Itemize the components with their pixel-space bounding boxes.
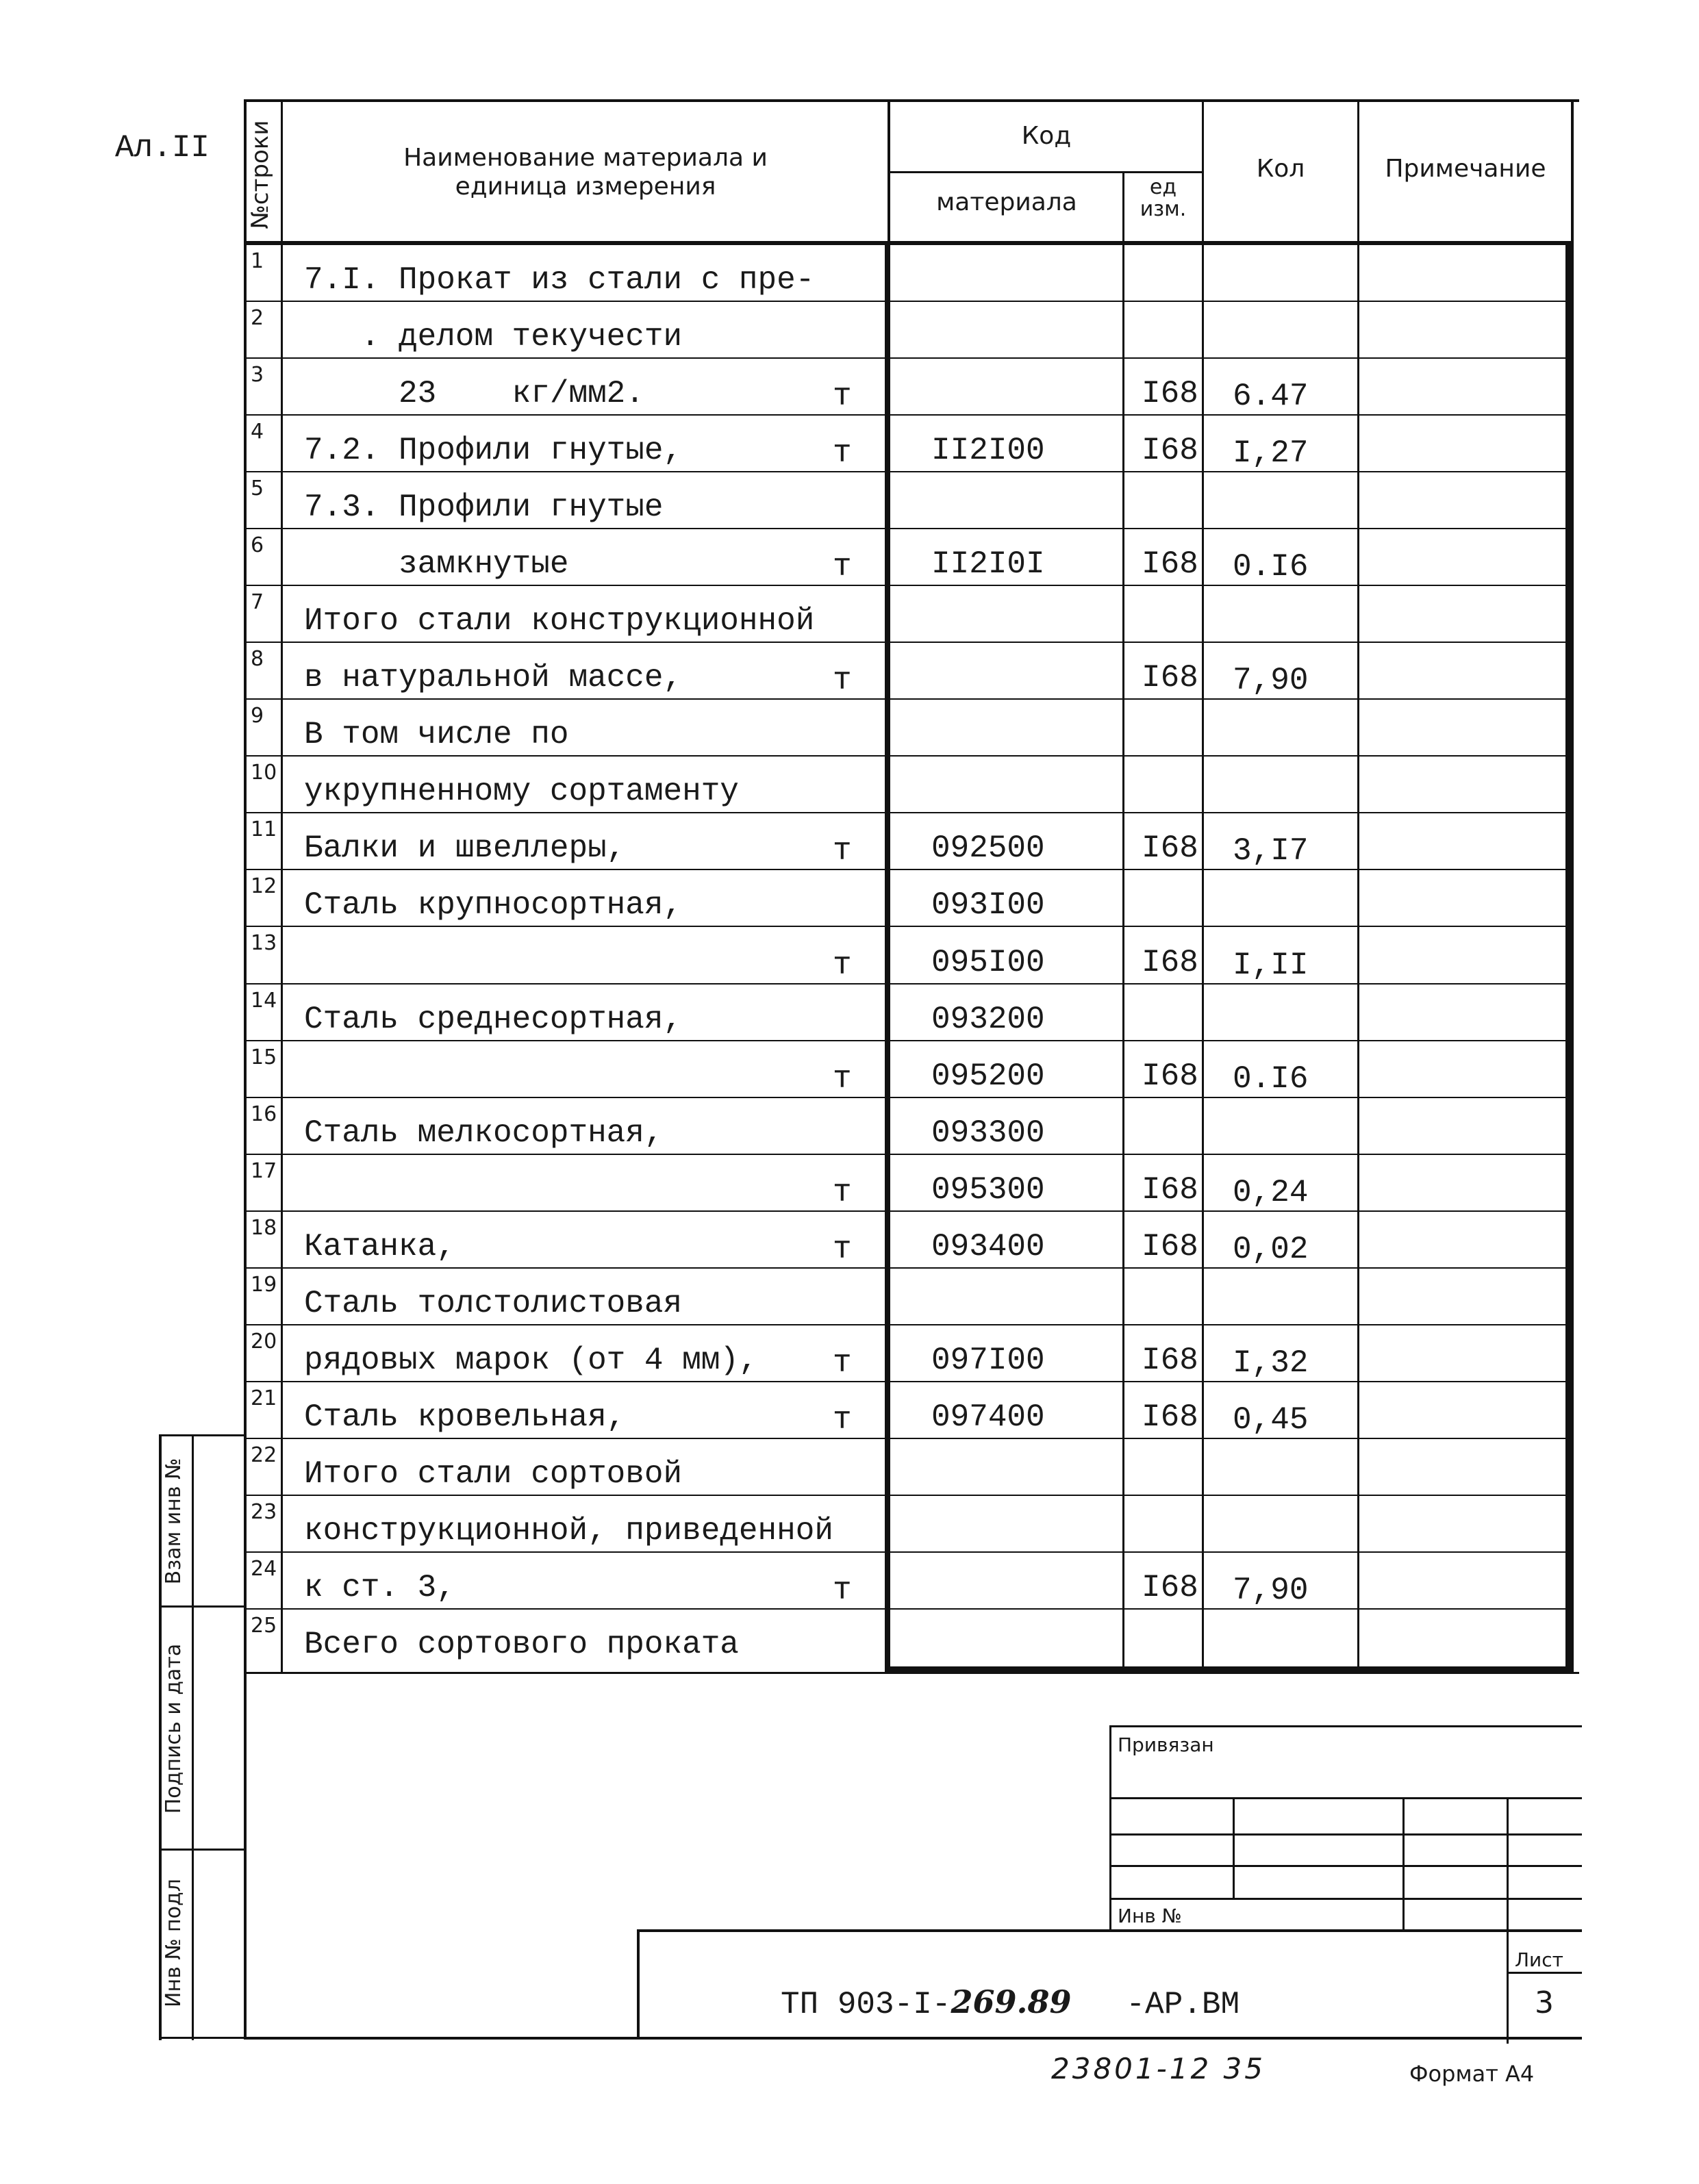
row-unit: т xyxy=(833,1174,852,1210)
row-number: 25 xyxy=(251,1613,277,1638)
row-number: 7 xyxy=(251,590,264,615)
row-code: 097I00 xyxy=(931,1342,1045,1378)
row-unit: т xyxy=(833,663,852,699)
row-name: Сталь мелкосортная, xyxy=(304,1115,664,1151)
row-unit: т xyxy=(833,1061,852,1097)
sheet-mark: Ал.II xyxy=(115,130,210,166)
row-separator xyxy=(247,585,1571,586)
row-number: 12 xyxy=(251,874,277,899)
row-number: 9 xyxy=(251,704,264,728)
stamp-vzam: Взам инв № xyxy=(162,1458,186,1585)
row-unit: т xyxy=(833,833,852,869)
row-uom: I68 xyxy=(1142,1342,1198,1378)
row-name: Итого стали сортовой xyxy=(304,1456,683,1492)
data-frame-bottom xyxy=(885,1666,1571,1672)
row-separator xyxy=(247,983,1571,985)
row-number: 8 xyxy=(251,647,264,672)
row-unit: т xyxy=(833,1345,852,1381)
archive-number: 23801-12 35 xyxy=(1051,2052,1266,2085)
row-uom: I68 xyxy=(1142,546,1198,583)
doc-code-prefix: ТП 903-I- xyxy=(781,1987,951,2022)
row-number: 2 xyxy=(251,306,264,331)
row-code: 093I00 xyxy=(931,887,1045,924)
row-name: В том числе по xyxy=(304,717,569,753)
row-code: 095I00 xyxy=(931,944,1045,980)
row-separator xyxy=(247,812,1571,813)
row-name: Сталь толстолистовая xyxy=(304,1285,683,1321)
data-frame-right xyxy=(1565,241,1571,1672)
row-uom: I68 xyxy=(1142,830,1198,867)
row-code: 095200 xyxy=(931,1058,1045,1094)
tb-left xyxy=(1109,1725,1111,1931)
row-number: 19 xyxy=(251,1272,277,1297)
tb-list-label: Лист xyxy=(1515,1948,1563,1971)
row-separator xyxy=(247,1267,1571,1269)
row-name: замкнутые xyxy=(304,546,569,583)
tb-list-no: 3 xyxy=(1535,1985,1554,2020)
row-qty: I,27 xyxy=(1233,435,1309,472)
tb-v-1 xyxy=(1233,1797,1235,1900)
row-separator xyxy=(247,1040,1571,1041)
row-separator xyxy=(247,926,1571,927)
row-code: 095300 xyxy=(931,1171,1045,1208)
row-separator xyxy=(247,642,1571,643)
row-code: 093300 xyxy=(931,1115,1045,1151)
row-separator xyxy=(247,698,1571,700)
row-name: Сталь крупносортная, xyxy=(304,887,683,924)
row-number: 21 xyxy=(251,1386,277,1410)
header-name-line2: единица измерения xyxy=(455,173,716,201)
header-note: Примечание xyxy=(1385,155,1546,183)
row-separator xyxy=(247,755,1571,757)
tb-inv-no: Инв № xyxy=(1118,1905,1182,1927)
format-label: Формат А4 xyxy=(1409,2061,1535,2087)
row-number: 23 xyxy=(251,1499,277,1524)
row-unit: т xyxy=(833,1572,852,1608)
row-uom: I68 xyxy=(1142,1569,1198,1605)
row-separator xyxy=(247,528,1571,529)
row-unit: т xyxy=(833,435,852,472)
row-number: 1 xyxy=(251,249,264,273)
row-name: Сталь среднесортная, xyxy=(304,1001,683,1037)
row-separator xyxy=(247,471,1571,472)
row-number: 17 xyxy=(251,1158,277,1183)
row-uom: I68 xyxy=(1142,1171,1198,1208)
tb-line-4 xyxy=(1109,1898,1582,1900)
row-code: II2I00 xyxy=(931,433,1045,469)
row-separator xyxy=(247,869,1571,870)
row-number: 18 xyxy=(251,1215,277,1240)
row-number: 3 xyxy=(251,363,264,388)
row-name: 7.3. Профили гнутые xyxy=(304,490,664,526)
row-qty: 0.I6 xyxy=(1233,1061,1309,1097)
doc-code xyxy=(781,1983,1239,2022)
row-number: 14 xyxy=(251,988,277,1013)
row-name: Итого стали конструкционной xyxy=(304,603,815,639)
header-code: Код xyxy=(1021,122,1072,150)
row-separator xyxy=(247,1097,1571,1098)
row-qty: 3,I7 xyxy=(1233,833,1309,869)
row-number: 22 xyxy=(251,1443,277,1467)
row-code: 097400 xyxy=(931,1399,1045,1435)
header-bottom-line xyxy=(244,241,1574,245)
row-number: 24 xyxy=(251,1556,277,1581)
row-separator xyxy=(247,1438,1571,1439)
row-qty: 0,24 xyxy=(1233,1174,1309,1210)
tb-line-2 xyxy=(1109,1833,1582,1836)
tb-v-2 xyxy=(1402,1797,1405,1931)
row-uom: I68 xyxy=(1142,1399,1198,1435)
row-name: Всего сортового проката xyxy=(304,1627,739,1662)
table-right-border xyxy=(1571,99,1574,1674)
row-separator xyxy=(247,1154,1571,1155)
stamp-podpis: Подпись и дата xyxy=(162,1643,186,1814)
row-code: 093200 xyxy=(931,1001,1045,1037)
code-subheader-line xyxy=(888,171,1203,173)
row-separator xyxy=(247,1324,1571,1325)
doc-code-suffix: -АР.ВМ xyxy=(1126,1987,1240,2022)
header-row-no: №строки xyxy=(247,120,274,229)
row-qty: 7,90 xyxy=(1233,1572,1309,1608)
row-separator xyxy=(247,301,1571,302)
row-name: . делом текучести xyxy=(304,319,683,355)
tb-bottom xyxy=(244,2037,1582,2040)
row-name: укрупненному сортаменту xyxy=(304,774,739,810)
table-top-border xyxy=(244,99,1579,102)
row-uom: I68 xyxy=(1142,1228,1198,1265)
row-separator xyxy=(247,357,1571,359)
row-uom: I68 xyxy=(1142,944,1198,980)
row-separator xyxy=(247,414,1571,416)
data-frame-left xyxy=(885,241,890,1672)
tb-doc-top xyxy=(637,1929,1582,1932)
row-separator xyxy=(247,1210,1571,1212)
tb-line-3 xyxy=(1109,1865,1582,1867)
row-name: в натуральной массе, xyxy=(304,660,683,696)
row-qty: 7,90 xyxy=(1233,663,1309,699)
row-name: Сталь кровельная, xyxy=(304,1399,626,1435)
row-code: 093400 xyxy=(931,1228,1045,1265)
row-unit: т xyxy=(833,549,852,585)
row-uom: I68 xyxy=(1142,1058,1198,1094)
tb-list-sep xyxy=(1507,1972,1582,1974)
row-qty: I,32 xyxy=(1233,1345,1309,1381)
row-name: Катанка, xyxy=(304,1228,455,1265)
row-qty: 0.I6 xyxy=(1233,549,1309,585)
row-name: к ст. 3, xyxy=(304,1569,455,1605)
stamp-inv-podl: Инв № подл xyxy=(162,1879,186,2007)
stamp-mid-border xyxy=(192,1434,194,2040)
row-number: 5 xyxy=(251,477,264,501)
tb-doc-left xyxy=(637,1929,640,2039)
row-unit: т xyxy=(833,1231,852,1267)
header-qty: Кол xyxy=(1256,155,1305,183)
row-name: конструкционной, приведенной xyxy=(304,1512,833,1549)
header-code-uom-2: изм. xyxy=(1140,197,1187,221)
row-number: 16 xyxy=(251,1102,277,1126)
row-number: 10 xyxy=(251,761,277,785)
row-qty: 0,02 xyxy=(1233,1231,1309,1267)
table-bottom-line xyxy=(244,1672,1579,1674)
row-number: 6 xyxy=(251,533,264,558)
table-left-border xyxy=(244,99,247,2037)
row-name: 23 кг/мм2. xyxy=(304,376,644,412)
row-uom: I68 xyxy=(1142,660,1198,696)
row-uom: I68 xyxy=(1142,433,1198,469)
row-separator xyxy=(247,1608,1571,1610)
row-number: 13 xyxy=(251,931,277,956)
row-qty: 0,45 xyxy=(1233,1401,1309,1438)
row-name: 7.I. Прокат из стали с пре- xyxy=(304,262,815,299)
row-unit: т xyxy=(833,947,852,983)
row-unit: т xyxy=(833,379,852,415)
row-number: 20 xyxy=(251,1329,277,1354)
row-code: 092500 xyxy=(931,830,1045,867)
tb-privyazan: Привязан xyxy=(1118,1734,1214,1756)
row-number: 15 xyxy=(251,1045,277,1069)
row-separator xyxy=(247,1381,1571,1382)
row-qty: 6.47 xyxy=(1233,379,1309,415)
material-divider xyxy=(1122,171,1124,1674)
row-number: 11 xyxy=(251,817,277,842)
row-name: рядовых марок (от 4 мм), xyxy=(304,1342,758,1378)
row-separator xyxy=(247,1495,1571,1496)
doc-code-handwritten: 269.89 xyxy=(951,1983,1072,2020)
row-number: 4 xyxy=(251,420,264,444)
row-code: II2I0I xyxy=(931,546,1045,583)
header-name-line1: Наименование материала и xyxy=(403,144,768,172)
header-code-material: материала xyxy=(936,188,1077,216)
header-code-uom-1: ед xyxy=(1149,175,1177,199)
row-name: Балки и швеллеры, xyxy=(304,830,626,867)
tb-line-1 xyxy=(1109,1797,1582,1799)
row-unit: т xyxy=(833,1401,852,1438)
row-uom: I68 xyxy=(1142,376,1198,412)
row-qty: I,II xyxy=(1233,947,1309,983)
tb-top xyxy=(1109,1725,1582,1727)
row-name: 7.2. Профили гнутые, xyxy=(304,433,683,469)
row-separator xyxy=(247,1551,1571,1553)
